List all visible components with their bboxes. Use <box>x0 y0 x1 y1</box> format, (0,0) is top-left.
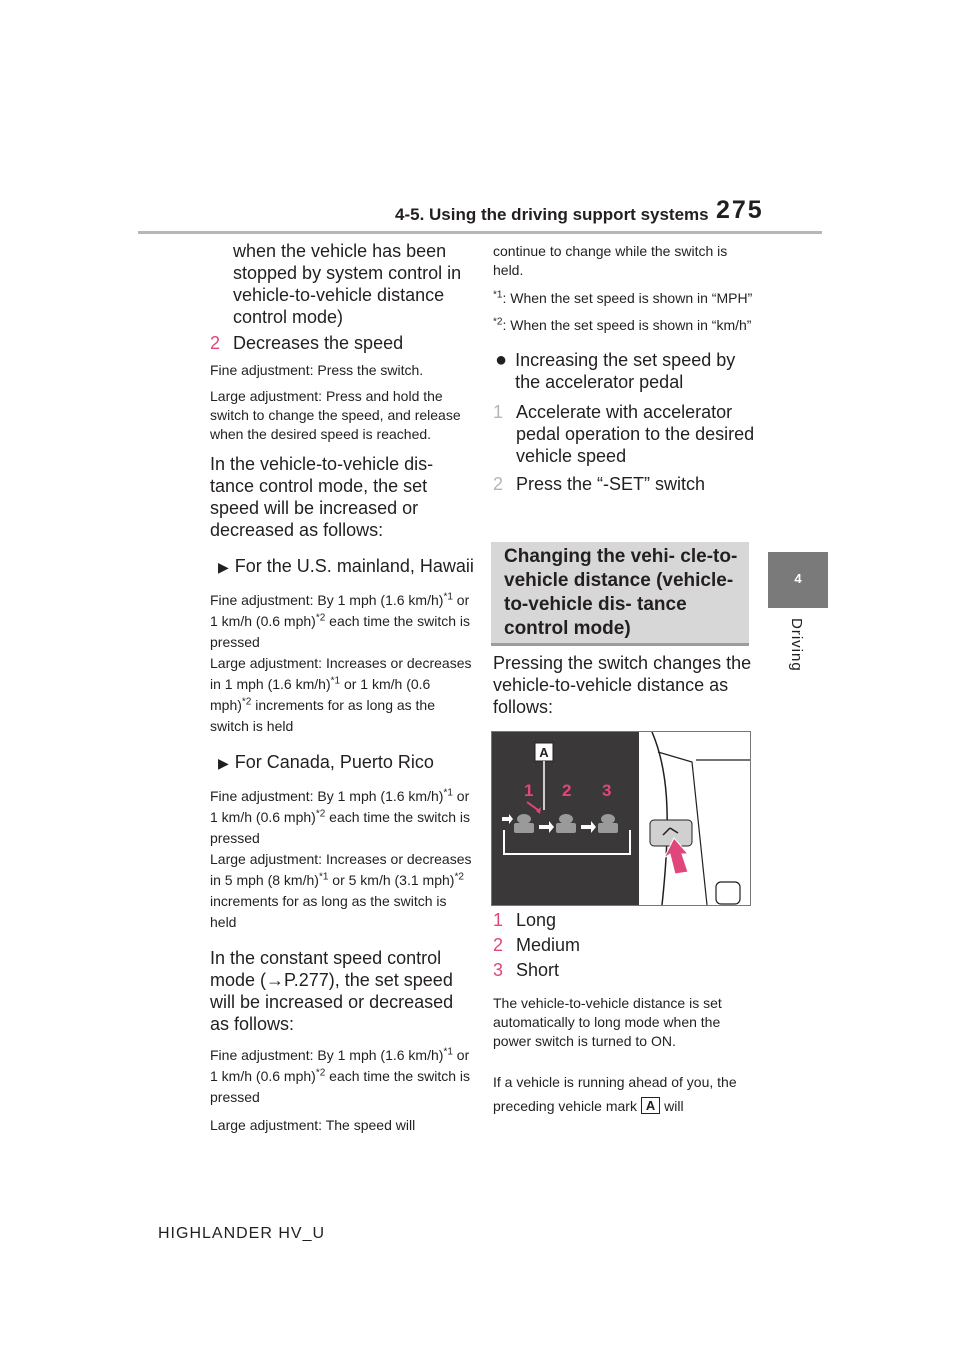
distance-number-2: 2 <box>562 781 572 800</box>
bullet-dot-icon: ● <box>495 349 508 371</box>
triangle-bullet-icon: ▶ <box>218 755 229 771</box>
arrow-ref-icon: → <box>266 970 285 990</box>
item-text: Decreases the speed <box>233 333 404 353</box>
chapter-label: Driving <box>788 618 805 672</box>
list-number: 3 <box>493 960 504 980</box>
distance-list <box>493 909 758 981</box>
list-label: Short <box>516 960 560 980</box>
us-fine-text: Fine adjustment: By 1 mph (1.6 km/h)$^{*1}$ or 1 km/h (0.6 mph)$^{*2}$ each time the switch is pressed <box>210 591 471 650</box>
list-item <box>493 909 758 931</box>
chapter-number: 4 <box>794 571 802 586</box>
footnote-2: $^{*2}$ : When the set speed is shown in “km/h” <box>493 316 752 333</box>
constant-fine-text: Fine adjustment: By 1 mph (1.6 km/h)$^{*1}$ or 1 km/h (0.6 mph)$^{*2}$ each time the switch is pressed <box>210 1046 471 1105</box>
vehicle-icons <box>514 814 618 833</box>
preceding-vehicle-text: If a vehicle is running ahead of you, the preceding vehicle mark A will <box>493 1074 737 1114</box>
footnote-text: : When the set speed is shown in “km/h” <box>502 317 752 333</box>
item-number: 2 <box>210 333 221 353</box>
vehicle-icon-2-body <box>556 823 576 833</box>
distance-switch <box>650 820 692 846</box>
footer-model: HIGHLANDER HV_U <box>158 1225 326 1242</box>
distance-number-1: 1 <box>524 781 534 800</box>
canada-fine-text: Fine adjustment: By 1 mph (1.6 km/h)$^{*1}$ or 1 km/h (0.6 mph)$^{*2}$ each time the switch is pressed <box>210 787 471 846</box>
vehicle-icon-1-body <box>514 823 534 833</box>
distance-switch-illustration <box>491 731 751 906</box>
vehicle-icon-3-body <box>598 823 618 833</box>
vehicle-icon-1 <box>517 814 531 824</box>
list-number: 1 <box>493 910 504 930</box>
section-title: 4-5. Using the driving support systems <box>395 205 709 224</box>
right-column <box>493 238 758 495</box>
step-1 <box>493 401 758 467</box>
page-ref-link[interactable]: P.277 <box>284 970 329 990</box>
step-number: 2 <box>493 474 504 494</box>
step-number: 1 <box>493 402 504 422</box>
canada-heading-text: For Canada, Puerto Rico <box>234 752 434 772</box>
footnote-text: : When the set speed is shown in “MPH” <box>502 290 753 306</box>
us-large-text: Large adjustment: Increases or decreases in 1 mph (1.6 km/h)$^{*1}$ or 1 km/h (0.6 mph)$^{*2}$ increments for as long as the switch is held <box>210 655 472 734</box>
list-item <box>493 934 758 956</box>
section-heading: Changing the vehi- cle-to-vehicle distance (vehicle-to-vehicle dis- tance control mode) <box>504 546 738 639</box>
continued-text: continue to change while the switch is held. <box>493 243 728 278</box>
list-item <box>493 959 758 981</box>
auto-mode-text: The vehicle-to-vehicle distance is set automatically to long mode when the power switch is turned to ON. <box>493 995 722 1049</box>
v2v-intro-text: In the vehicle-to-vehicle dis- tance control mode, the set speed will be increased or decreased as follows: <box>210 454 434 540</box>
list-label: Long <box>516 910 557 930</box>
illustration-svg <box>492 732 750 905</box>
list-number: 2 <box>493 935 504 955</box>
left-column <box>210 238 475 1135</box>
distance-number-3: 3 <box>602 781 612 800</box>
distance-intro-text: Pressing the switch changes the vehicle-to-vehicle distance as follows: <box>493 653 752 717</box>
accelerator-heading-text: Increasing the set speed by the accelerator pedal <box>515 350 736 392</box>
page-number: 275 <box>716 196 764 224</box>
switch-panel <box>639 732 750 905</box>
list-item-decrease <box>210 332 475 354</box>
constant-speed-intro: In the constant speed control mode (→P.277), the set speed will be increased or decreased as follows: <box>210 948 454 1034</box>
us-heading <box>218 555 475 578</box>
accelerator-heading <box>495 349 758 393</box>
header-rule <box>138 231 822 234</box>
footnote-1: $^{*1}$ : When the set speed is shown in “MPH” <box>493 289 753 306</box>
step-2 <box>493 473 758 495</box>
callout-a-badge: A <box>641 1097 660 1114</box>
triangle-bullet-icon: ▶ <box>218 559 229 575</box>
constant-large-text: Large adjustment: The speed will <box>210 1117 416 1133</box>
continued-text: when the vehicle has been stopped by system control in vehicle-to-vehicle distance control mode) <box>233 241 462 327</box>
canada-heading <box>218 751 475 774</box>
us-heading-text: For the U.S. mainland, Hawaii <box>234 556 474 576</box>
vehicle-icon-3 <box>601 814 615 824</box>
large-adjustment-text: Large adjustment: Press and hold the switch to change the speed, and release when the desired speed is reached. <box>210 388 461 442</box>
step-text: Accelerate with accelerator pedal operation to the desired vehicle speed <box>516 402 755 466</box>
step-text: Press the “-SET” switch <box>516 474 706 494</box>
callout-a-label: A <box>539 745 549 760</box>
list-label: Medium <box>516 935 581 955</box>
vehicle-icon-2 <box>559 814 573 824</box>
canada-large-text: Large adjustment: Increases or decreases in 5 mph (8 km/h)$^{*1}$ or 5 km/h (3.1 mph)$^{*2}$ increments for as long as the switch is held <box>210 851 472 930</box>
fine-adjustment-text: Fine adjustment: Press the switch. <box>210 362 424 378</box>
